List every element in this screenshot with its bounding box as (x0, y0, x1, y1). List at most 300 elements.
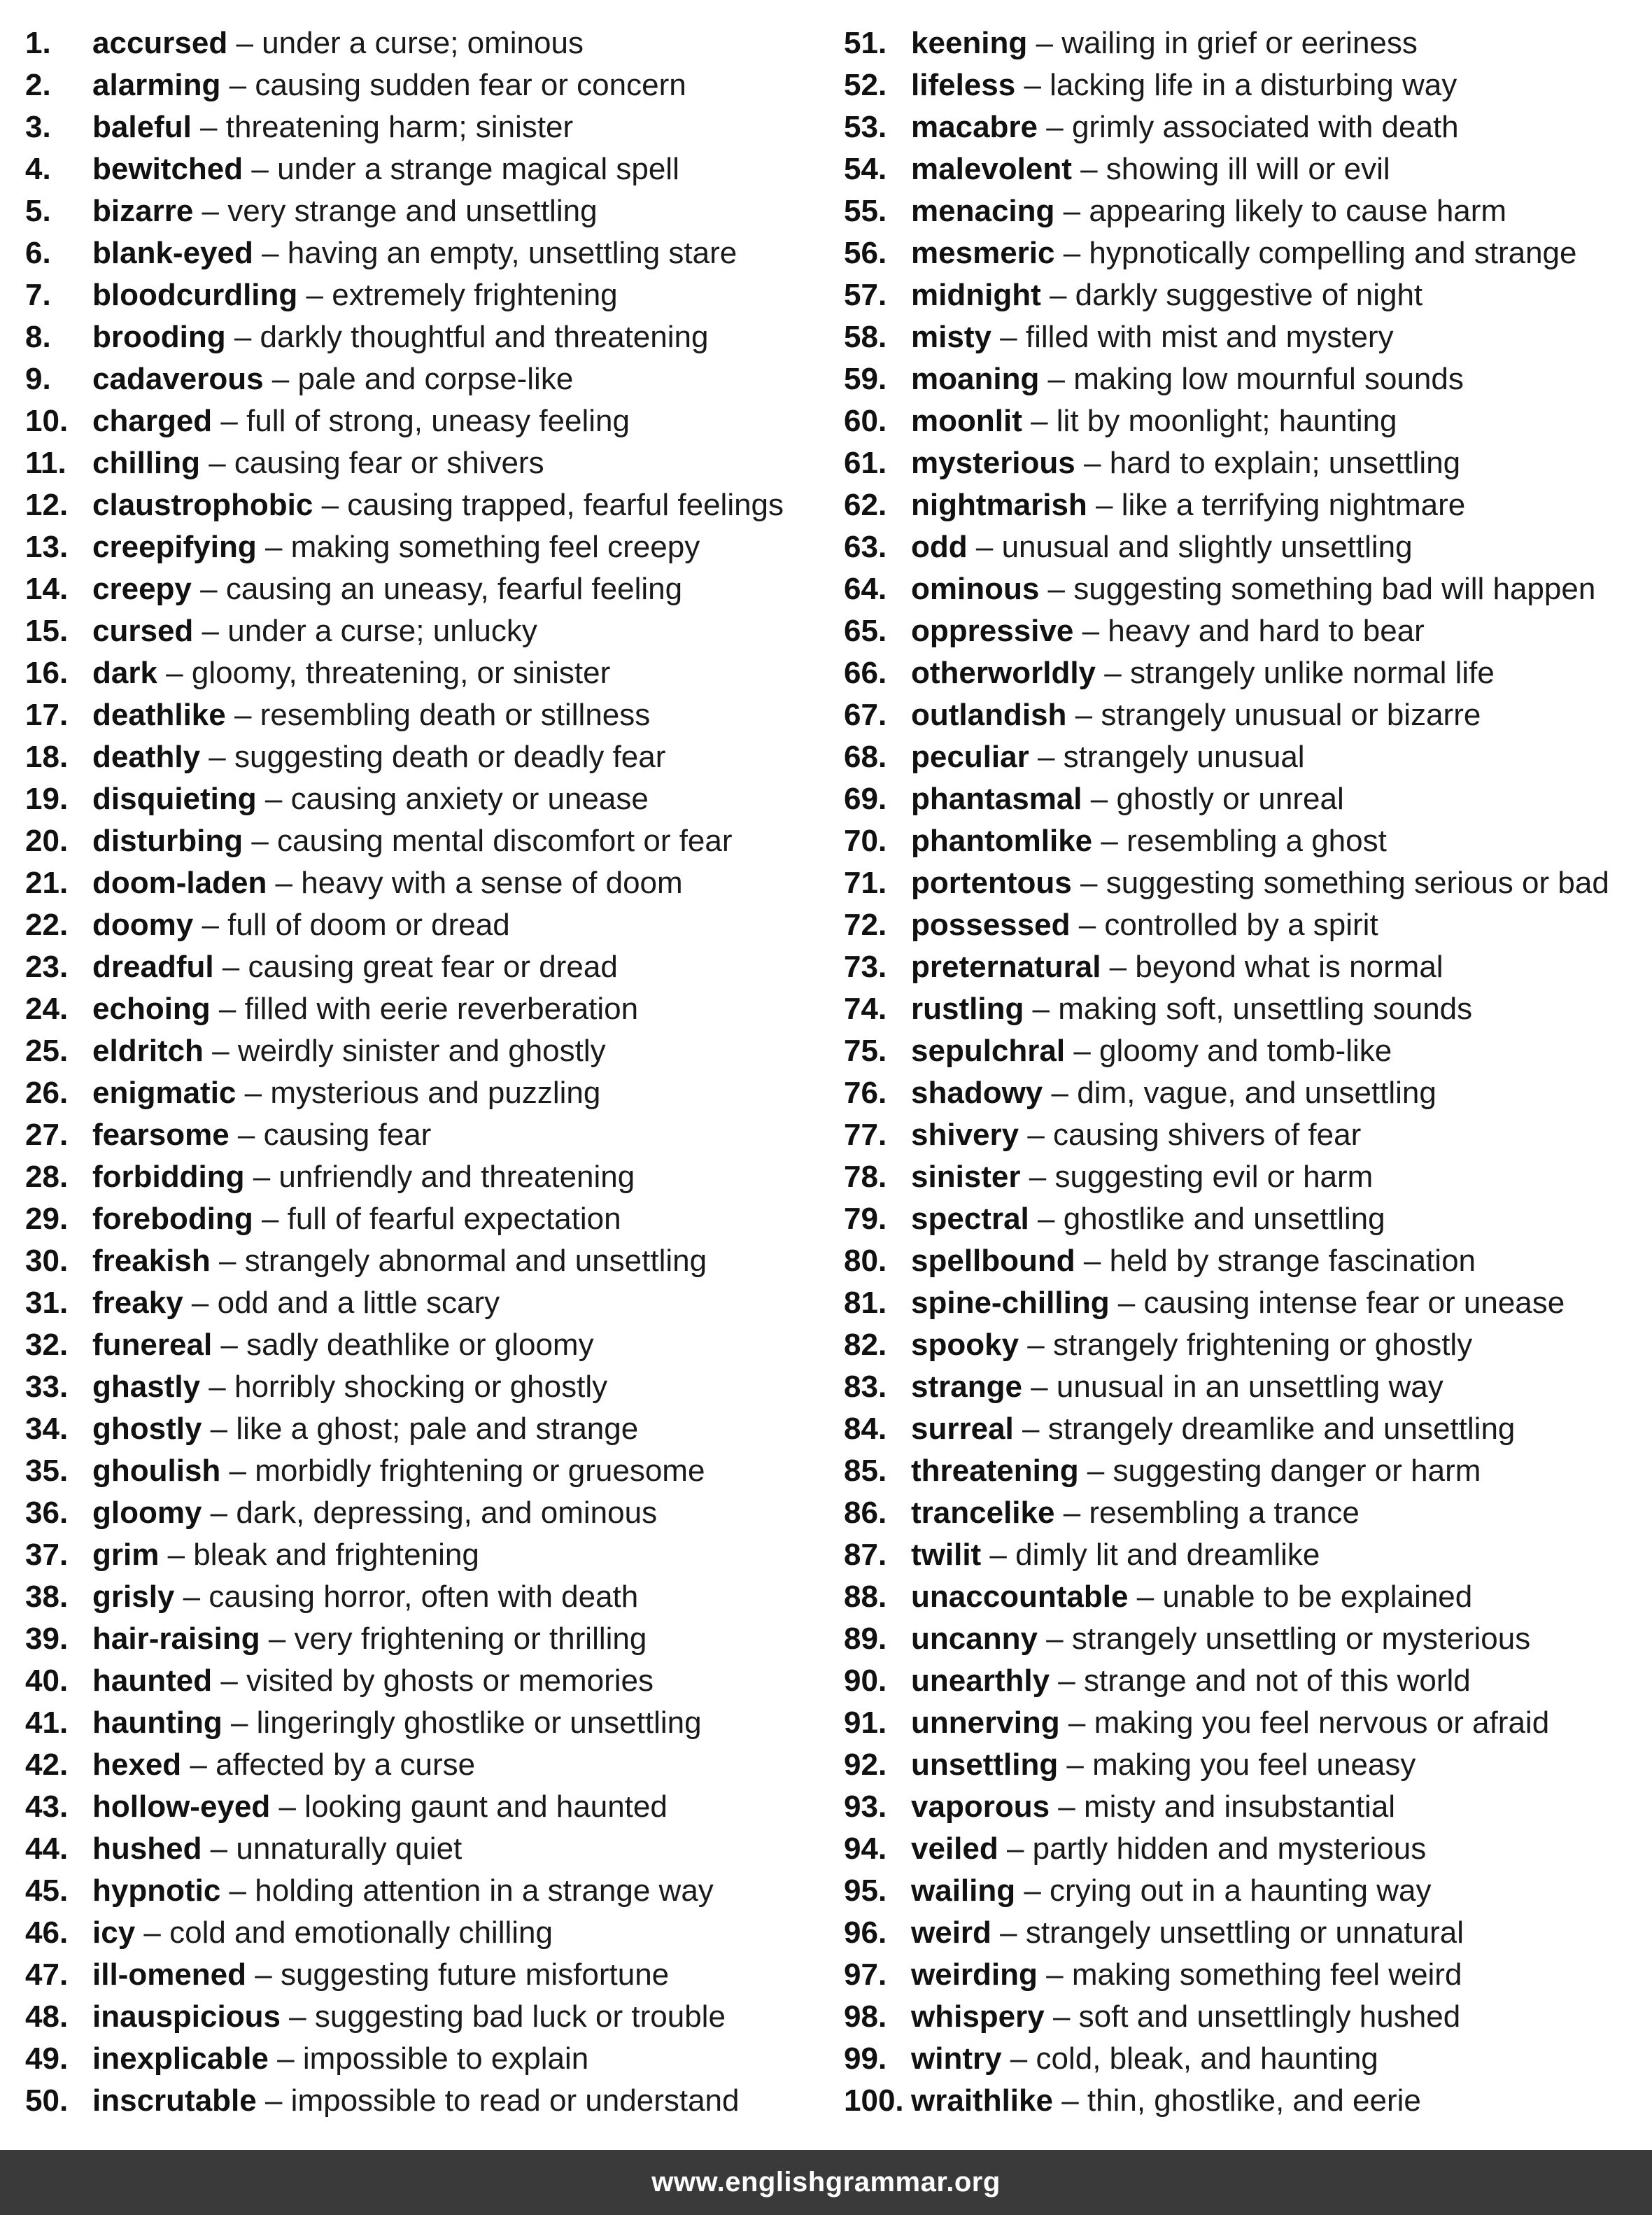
item-word: moaning (911, 362, 1040, 396)
item-word: twilit (911, 1538, 982, 1572)
item-number: 6. (25, 236, 51, 270)
list-item (844, 1492, 1652, 1534)
item-word: bizarre (92, 194, 194, 228)
item-separator: – (267, 866, 302, 900)
item-definition: dim, vague, and unsettling (1077, 1076, 1436, 1110)
item-separator: – (1087, 488, 1122, 522)
item-number: 5. (25, 194, 51, 228)
item-word: hexed (92, 1748, 182, 1782)
item-word: odd (911, 530, 968, 564)
item-word: surreal (911, 1412, 1014, 1446)
item-number: 82. (844, 1328, 887, 1362)
item-separator: – (280, 1999, 315, 2034)
item-definition: ghostly or unreal (1116, 782, 1344, 816)
item-separator: – (243, 152, 278, 186)
list-item (844, 484, 1652, 526)
item-word: icy (92, 1915, 136, 1950)
item-definition: unable to be explained (1162, 1580, 1473, 1614)
item-definition: visited by ghosts or memories (246, 1664, 654, 1698)
item-definition: resembling death or stillness (260, 698, 651, 732)
item-word: doom-laden (92, 866, 267, 900)
item-word: phantomlike (911, 824, 1093, 858)
list-item (25, 1786, 851, 1828)
list-item (844, 1282, 1652, 1324)
item-separator: – (991, 1915, 1026, 1950)
item-number: 48. (25, 1999, 69, 2034)
item-word: eldritch (92, 1034, 204, 1068)
item-word: outlandish (911, 698, 1067, 732)
item-word: wintry (911, 2041, 1002, 2076)
item-separator: – (1071, 152, 1106, 186)
item-definition: impossible to read or understand (290, 2083, 740, 2118)
item-separator: – (260, 1622, 295, 1656)
item-word: unsettling (911, 1748, 1059, 1782)
item-number: 96. (844, 1915, 887, 1950)
item-separator: – (1029, 1202, 1064, 1236)
item-word: wraithlike (911, 2083, 1053, 2118)
item-number: 79. (844, 1202, 887, 1236)
word-list-column-right (844, 22, 1652, 2122)
list-item (844, 148, 1652, 190)
item-separator: – (1075, 446, 1110, 480)
item-definition: lingeringly ghostlike or unsettling (256, 1706, 702, 1740)
item-definition: full of doom or dread (227, 908, 510, 942)
item-definition: held by strange fascination (1109, 1244, 1476, 1278)
item-word: grim (92, 1538, 160, 1572)
item-number: 33. (25, 1370, 69, 1404)
list-item (844, 1030, 1652, 1072)
item-number: 10. (25, 404, 69, 438)
item-definition: suggesting something bad will happen (1073, 572, 1596, 606)
item-number: 52. (844, 68, 887, 102)
item-word: disturbing (92, 824, 243, 858)
item-separator: – (1029, 740, 1064, 774)
item-definition: strange and not of this world (1083, 1664, 1471, 1698)
item-number: 85. (844, 1454, 887, 1488)
item-number: 51. (844, 26, 887, 60)
item-number: 44. (25, 1831, 69, 1866)
list-item (844, 1870, 1652, 1912)
item-word: ghastly (92, 1370, 201, 1404)
item-definition: causing shivers of fear (1053, 1118, 1362, 1152)
item-separator: – (213, 950, 248, 984)
item-definition: unfriendly and threatening (278, 1160, 635, 1194)
item-number: 45. (25, 1873, 69, 1908)
list-item (844, 22, 1652, 64)
item-separator: – (193, 614, 228, 648)
item-number: 65. (844, 614, 887, 648)
list-item (844, 190, 1652, 232)
item-definition: beyond what is normal (1135, 950, 1443, 984)
item-definition: causing anxiety or unease (290, 782, 649, 816)
item-separator: – (1050, 1664, 1084, 1698)
item-word: mysterious (911, 446, 1075, 480)
list-item (25, 484, 851, 526)
list-item (844, 1996, 1652, 2038)
item-word: accursed (92, 26, 228, 60)
list-item (25, 1114, 851, 1156)
list-item (844, 778, 1652, 820)
item-definition: like a terrifying nightmare (1121, 488, 1466, 522)
list-item (25, 1828, 851, 1870)
item-number: 55. (844, 194, 887, 228)
item-number: 26. (25, 1076, 69, 1110)
list-item (844, 2038, 1652, 2080)
item-word: spellbound (911, 1244, 1075, 1278)
item-definition: mysterious and puzzling (270, 1076, 601, 1110)
item-definition: gloomy and tomb-like (1099, 1034, 1392, 1068)
item-number: 13. (25, 530, 69, 564)
list-item (844, 904, 1652, 946)
item-definition: soft and unsettlingly hushed (1078, 1999, 1461, 2034)
item-word: blank-eyed (92, 236, 253, 270)
item-separator: – (1020, 1160, 1055, 1194)
item-number: 23. (25, 950, 69, 984)
item-definition: very strange and unsettling (227, 194, 598, 228)
list-item (25, 1240, 851, 1282)
item-number: 36. (25, 1496, 69, 1530)
item-number: 75. (844, 1034, 887, 1068)
item-separator: – (1050, 1789, 1084, 1824)
item-number: 74. (844, 992, 887, 1026)
item-word: phantasmal (911, 782, 1082, 816)
item-number: 32. (25, 1328, 69, 1362)
item-definition: strangely frightening or ghostly (1052, 1328, 1473, 1362)
item-number: 35. (25, 1454, 69, 1488)
item-word: freaky (92, 1286, 183, 1320)
list-item (844, 400, 1652, 442)
item-definition: showing ill will or evil (1106, 152, 1390, 186)
list-item (25, 1534, 851, 1576)
item-separator: – (202, 1412, 236, 1446)
item-separator: – (256, 782, 291, 816)
item-word: menacing (911, 194, 1055, 228)
item-separator: – (1065, 1034, 1100, 1068)
item-number: 18. (25, 740, 69, 774)
item-word: misty (911, 320, 991, 354)
item-separator: – (256, 2083, 291, 2118)
list-item (844, 1366, 1652, 1408)
item-number: 92. (844, 1748, 887, 1782)
item-definition: morbidly frightening or gruesome (255, 1454, 705, 1488)
item-separator: – (1092, 824, 1127, 858)
item-separator: – (220, 68, 255, 102)
item-word: bloodcurdling (92, 278, 298, 312)
list-item (844, 694, 1652, 736)
item-definition: dark, depressing, and ominous (236, 1496, 658, 1530)
item-number: 73. (844, 950, 887, 984)
item-separator: – (246, 1957, 281, 1992)
item-number: 61. (844, 446, 887, 480)
item-separator: – (202, 1496, 236, 1530)
list-item (25, 1366, 851, 1408)
item-definition: pale and corpse-like (297, 362, 574, 396)
list-item (844, 1408, 1652, 1450)
item-separator: – (225, 698, 260, 732)
item-word: spooky (911, 1328, 1019, 1362)
item-separator: – (1039, 572, 1074, 606)
footer-website: www.englishgrammar.org (651, 2167, 1001, 2198)
item-word: mesmeric (911, 236, 1055, 270)
item-word: ghostly (92, 1412, 202, 1446)
list-item (844, 988, 1652, 1030)
list-item (25, 316, 851, 358)
item-separator: – (1054, 1496, 1089, 1530)
item-separator: – (220, 1454, 255, 1488)
item-separator: – (1019, 1328, 1053, 1362)
item-number: 38. (25, 1580, 69, 1614)
item-word: possessed (911, 908, 1071, 942)
item-word: weirding (911, 1957, 1038, 1992)
item-number: 80. (844, 1244, 887, 1278)
list-item (844, 1954, 1652, 1996)
item-word: deathly (92, 740, 201, 774)
item-word: rustling (911, 992, 1024, 1026)
item-word: shivery (911, 1118, 1019, 1152)
item-separator: – (1071, 866, 1106, 900)
item-separator: – (222, 1706, 257, 1740)
item-separator: – (268, 2041, 303, 2076)
list-item (844, 1240, 1652, 1282)
list-item (844, 820, 1652, 862)
item-definition: full of fearful expectation (287, 1202, 621, 1236)
item-number: 60. (844, 404, 887, 438)
item-definition: affected by a curse (216, 1748, 476, 1782)
item-word: hypnotic (92, 1873, 221, 1908)
item-definition: dimly lit and dreamlike (1015, 1538, 1320, 1572)
item-separator: – (1040, 278, 1075, 312)
list-item (844, 274, 1652, 316)
item-word: doomy (92, 908, 194, 942)
item-number: 54. (844, 152, 887, 186)
word-list-column-left (25, 22, 851, 2122)
item-word: cadaverous (92, 362, 264, 396)
item-definition: weirdly sinister and ghostly (237, 1034, 606, 1068)
item-word: spine-chilling (911, 1286, 1110, 1320)
item-definition: causing mental discomfort or fear (277, 824, 733, 858)
item-separator: – (1044, 1999, 1079, 2034)
item-definition: resembling a trance (1089, 1496, 1360, 1530)
item-separator: – (220, 1873, 255, 1908)
item-separator: – (1128, 1580, 1163, 1614)
item-word: trancelike (911, 1496, 1055, 1530)
item-definition: threatening harm; sinister (225, 110, 574, 144)
item-separator: – (253, 236, 288, 270)
item-word: hollow-eyed (92, 1789, 271, 1824)
item-definition: having an empty, unsettling stare (287, 236, 737, 270)
item-word: hushed (92, 1831, 202, 1866)
item-number: 94. (844, 1831, 887, 1866)
item-number: 21. (25, 866, 69, 900)
item-definition: suggesting something serious or bad (1106, 866, 1609, 900)
item-number: 3. (25, 110, 51, 144)
list-item (25, 22, 851, 64)
list-item (844, 1114, 1652, 1156)
item-separator: – (193, 908, 228, 942)
list-item (25, 232, 851, 274)
item-number: 77. (844, 1118, 887, 1152)
item-definition: strangely unusual or bizarre (1101, 698, 1481, 732)
item-separator: – (1024, 992, 1059, 1026)
item-number: 97. (844, 1957, 887, 1992)
item-definition: causing intense fear or unease (1143, 1286, 1565, 1320)
item-separator: – (202, 1831, 236, 1866)
item-word: malevolent (911, 152, 1072, 186)
item-word: bewitched (92, 152, 243, 186)
list-item (25, 2080, 851, 2122)
item-definition: strangely abnormal and unsettling (244, 1244, 707, 1278)
item-number: 12. (25, 488, 69, 522)
list-item (25, 1870, 851, 1912)
list-item (844, 358, 1652, 400)
item-definition: lacking life in a disturbing way (1050, 68, 1457, 102)
item-number: 25. (25, 1034, 69, 1068)
item-word: sepulchral (911, 1034, 1066, 1068)
item-number: 20. (25, 824, 69, 858)
item-number: 15. (25, 614, 69, 648)
list-item (25, 2038, 851, 2080)
item-number: 69. (844, 782, 887, 816)
item-definition: making low mournful sounds (1073, 362, 1464, 396)
item-definition: under a curse; ominous (262, 26, 584, 60)
item-separator: – (1039, 362, 1074, 396)
item-definition: filled with eerie reverberation (244, 992, 639, 1026)
list-item (25, 400, 851, 442)
item-number: 1. (25, 26, 51, 60)
item-number: 4. (25, 152, 51, 186)
item-number: 17. (25, 698, 69, 732)
item-separator: – (193, 194, 228, 228)
item-number: 84. (844, 1412, 887, 1446)
item-separator: – (1075, 1244, 1110, 1278)
list-item (844, 1324, 1652, 1366)
item-definition: thin, ghostlike, and eerie (1087, 2083, 1421, 2118)
item-number: 53. (844, 110, 887, 144)
item-separator: – (1038, 110, 1072, 144)
item-number: 47. (25, 1957, 69, 1992)
item-separator: – (135, 1915, 170, 1950)
item-separator: – (191, 572, 226, 606)
list-item (844, 1786, 1652, 1828)
item-separator: – (1015, 68, 1050, 102)
item-definition: strangely unusual (1063, 740, 1305, 774)
item-number: 9. (25, 362, 51, 396)
list-item (844, 1576, 1652, 1618)
item-separator: – (212, 1664, 247, 1698)
word-list (0, 22, 1652, 2122)
list-item (844, 568, 1652, 610)
item-separator: – (203, 1034, 238, 1068)
item-number: 91. (844, 1706, 887, 1740)
item-word: creepy (92, 572, 192, 606)
item-definition: suggesting bad luck or trouble (314, 1999, 726, 2034)
item-number: 41. (25, 1706, 69, 1740)
item-number: 22. (25, 908, 69, 942)
item-word: unnerving (911, 1706, 1060, 1740)
item-number: 8. (25, 320, 51, 354)
list-item (25, 1072, 851, 1114)
item-word: ominous (911, 572, 1040, 606)
item-number: 40. (25, 1664, 69, 1698)
list-item (25, 610, 851, 652)
item-definition: making something feel creepy (290, 530, 700, 564)
list-item (844, 64, 1652, 106)
item-definition: misty and insubstantial (1083, 1789, 1396, 1824)
item-separator: – (1001, 2041, 1036, 2076)
item-word: spectral (911, 1202, 1029, 1236)
item-word: moonlit (911, 404, 1022, 438)
item-definition: causing fear (263, 1118, 432, 1152)
list-item (25, 736, 851, 778)
list-item (844, 2080, 1652, 2122)
item-word: keening (911, 26, 1028, 60)
item-number: 64. (844, 572, 887, 606)
item-definition: extremely frightening (332, 278, 618, 312)
item-definition: hypnotically compelling and strange (1089, 236, 1577, 270)
item-number: 27. (25, 1118, 69, 1152)
item-word: vaporous (911, 1789, 1050, 1824)
item-definition: strangely unsettling or unnatural (1025, 1915, 1464, 1950)
item-definition: suggesting evil or harm (1054, 1160, 1374, 1194)
item-separator: – (998, 1831, 1033, 1866)
item-separator: – (244, 1160, 279, 1194)
item-separator: – (1054, 194, 1089, 228)
item-separator: – (1052, 2083, 1087, 2118)
list-item (25, 862, 851, 904)
item-separator: – (212, 1328, 247, 1362)
item-definition: darkly thoughtful and threatening (260, 320, 709, 354)
list-item (25, 274, 851, 316)
item-definition: gloomy, threatening, or sinister (191, 656, 611, 690)
item-number: 50. (25, 2083, 69, 2118)
list-item (25, 1198, 851, 1240)
list-item (25, 358, 851, 400)
list-item (844, 1828, 1652, 1870)
item-definition: suggesting danger or harm (1113, 1454, 1481, 1488)
item-word: hair-raising (92, 1622, 260, 1656)
item-word: fearsome (92, 1118, 230, 1152)
item-number: 43. (25, 1789, 69, 1824)
item-definition: causing horror, often with death (209, 1580, 639, 1614)
item-word: strange (911, 1370, 1022, 1404)
footer-bar (0, 2150, 1652, 2215)
item-definition: suggesting future misfortune (280, 1957, 670, 1992)
item-word: sinister (911, 1160, 1021, 1194)
list-item (25, 1576, 851, 1618)
item-definition: heavy and hard to bear (1108, 614, 1425, 648)
item-word: wailing (911, 1873, 1016, 1908)
item-separator: – (1101, 950, 1136, 984)
item-separator: – (1054, 236, 1089, 270)
item-word: threatening (911, 1454, 1079, 1488)
item-number: 30. (25, 1244, 69, 1278)
item-word: nightmarish (911, 488, 1087, 522)
item-definition: like a ghost; pale and strange (236, 1412, 639, 1446)
item-separator: – (159, 1538, 194, 1572)
item-number: 42. (25, 1748, 69, 1782)
item-number: 86. (844, 1496, 887, 1530)
item-word: shadowy (911, 1076, 1043, 1110)
item-separator: – (1066, 698, 1101, 732)
item-word: echoing (92, 992, 211, 1026)
item-separator: – (1082, 782, 1117, 816)
item-word: oppressive (911, 614, 1074, 648)
item-number: 34. (25, 1412, 69, 1446)
item-definition: cold and emotionally chilling (169, 1915, 553, 1950)
item-number: 39. (25, 1622, 69, 1656)
item-separator: – (1043, 1076, 1078, 1110)
list-item (25, 442, 851, 484)
